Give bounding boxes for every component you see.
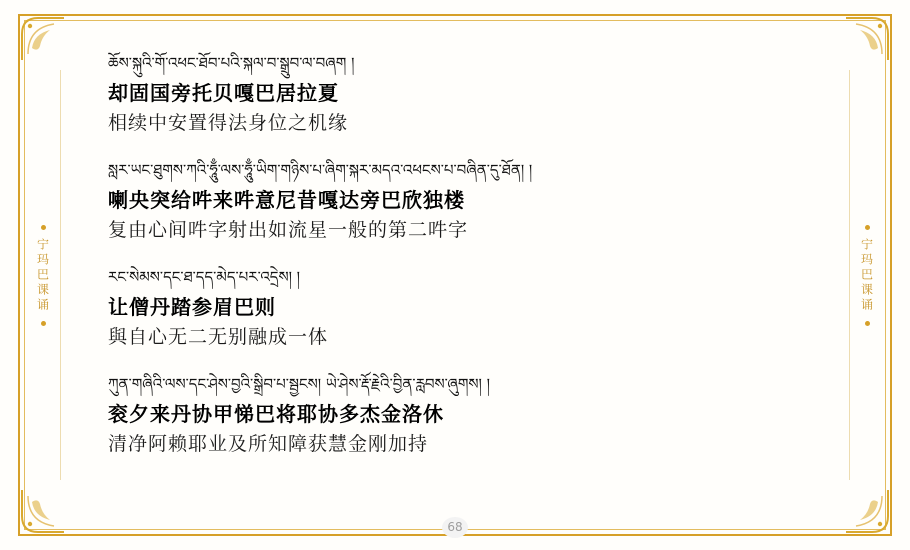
page-number [0,517,910,538]
transliteration-line: 衮夕来丹协甲悌巴将耶协多杰金洛休 [108,401,444,426]
transliteration-line: 却固国旁托贝嘎巴居拉夏 [108,80,339,105]
verse-block [108,266,808,351]
corner-ornament-icon [20,16,66,62]
left-side-label-text: 宁玛巴课诵 [35,237,50,313]
page-number-text: 68 [442,517,468,538]
transliteration-line: 让僧丹踏参眉巴则 [108,294,276,319]
verse-block [108,52,808,137]
tibetan-line: ཆོས་སྐུའི་གོ་འཕང་ཐོབ་པའི་སྐལ་བ་སྒྲུབ་ལ་བཞག ། [108,54,355,72]
tibetan-line: སླར་ཡང་ཐུགས་ཀའི་ཧཱུྃ་ལས་ཧཱུྃ་ཡིག་གཉིས་པ་ཞིག་སྐར་མདའ་འཕངས་པ་བཞིན་དུ་ཐོན། ། [108,161,533,179]
dot-ornament-icon [41,225,46,230]
right-side-label-text: 宁玛巴课诵 [859,237,874,313]
translation-line: 相续中安置得法身位之机缘 [108,111,349,134]
verse-block [108,373,808,458]
corner-ornament-icon [844,16,890,62]
translation-line: 與自心无二无别融成一体 [108,325,329,348]
tibetan-line: ཀུན་གཞིའི་ལས་དང་ཤེས་བྱའི་སྒྲིབ་པ་སྦྱངས། ཡེ་ཤེས་རྡོ་རྗེའི་བྱིན་རླབས་ཞུགས། ། [108,375,490,393]
transliteration-line: 喇央突给吽来吽意尼昔嘎达旁巴欣独楼 [108,187,465,212]
verse-block [108,159,808,244]
dot-ornament-icon [865,225,870,230]
dot-ornament-icon [41,321,46,326]
verse-list [108,52,808,480]
tibetan-line: རང་སེམས་དང་ཐ་དད་མེད་པར་འདྲེས། ། [108,268,301,286]
left-side-label [26,150,60,400]
translation-line: 复由心间吽字射出如流星一般的第二吽字 [108,218,469,241]
translation-line: 清净阿赖耶业及所知障获慧金刚加持 [108,432,429,455]
left-margin-rule [60,70,61,480]
dot-ornament-icon [865,321,870,326]
right-side-label [850,150,884,400]
